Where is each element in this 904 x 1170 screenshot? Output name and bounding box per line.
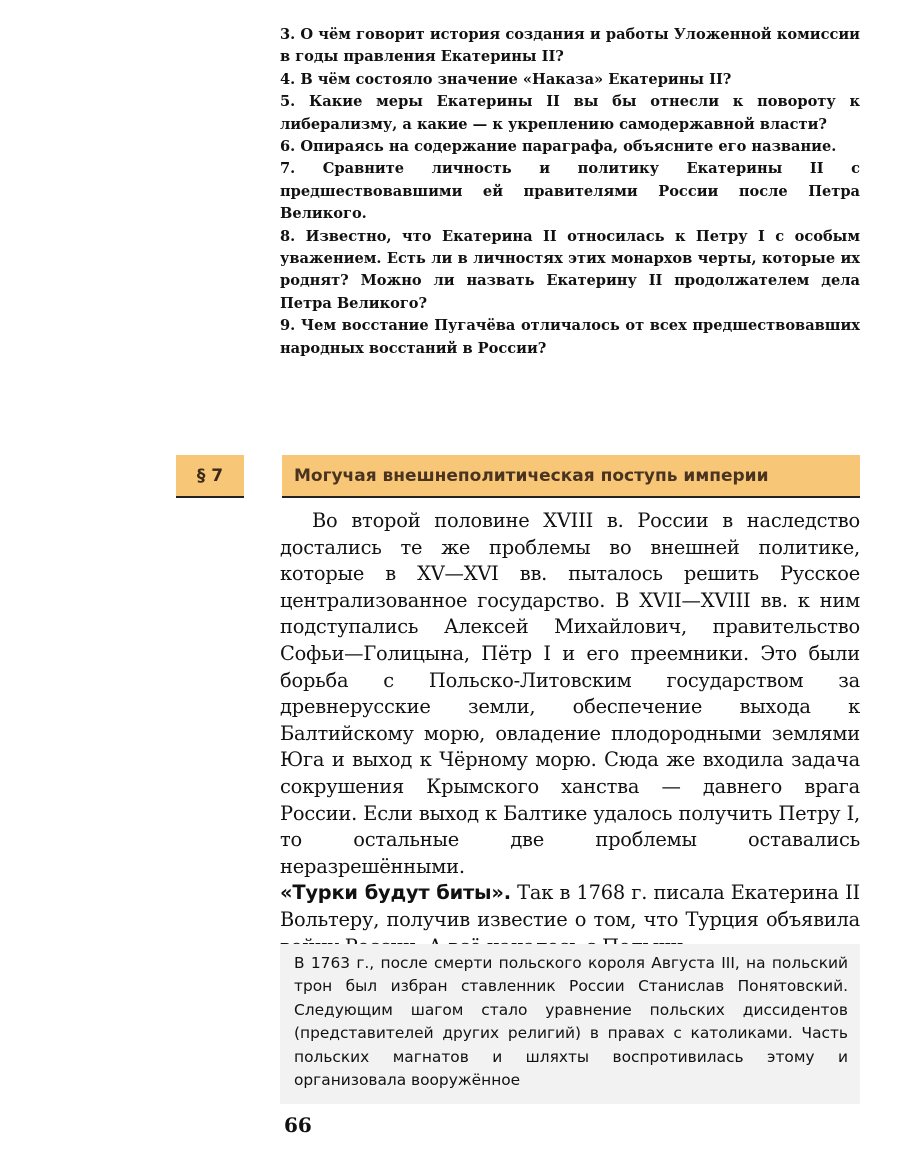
historical-note-text: В 1763 г., после смерти польского короля Августа III, на польский трон был избран ставленник России Станислав Понятовский. Следующим шагом стало уравнение польских диссидентов (представителей других религий) в правах с католиками. Часть польских магнатов и шляхты воспротивилась этому и организовала вооружённое (294, 954, 848, 1090)
main-text (280, 508, 860, 960)
question-8: 8. Известно, что Екатерина II относилась к Петру I с особым уважением. Есть ли в личностях этих монархов черты, которые их роднят? Можно ли назвать Екатерину II продолжателем дела Петра Великого? (280, 227, 860, 312)
question-7: 7. Сравните личность и политику Екатерины II с предшествовавшими ей правителями России после Петра Великого. (280, 160, 860, 223)
question-4: 4. В чём состояло значение «Наказа» Екатерины II? (280, 70, 732, 88)
review-questions (280, 24, 860, 360)
page-number: 66 (284, 1113, 312, 1137)
section-divider-short (176, 496, 244, 498)
historical-note-box (280, 944, 860, 1104)
section-title (282, 455, 860, 496)
section-title-text: Могучая внешнеполитическая поступь империи (294, 465, 769, 486)
question-5: 5. Какие меры Екатерины II вы бы отнесли к повороту к либерализму, а какие — к укреплению самодержавной власти? (280, 93, 860, 133)
question-3: 3. О чём говорит история создания и работы Уложенной комиссии в годы правления Екатерины II? (280, 26, 860, 66)
question-6: 6. Опираясь на содержание параграфа, объясните его название. (280, 138, 837, 156)
section-divider-long (282, 496, 860, 498)
paragraph-lead-heading: «Турки будут биты». (280, 881, 511, 905)
section-number-badge: § 7 (176, 455, 244, 496)
paragraph-turks-text: Так в 1768 г. писала Екатерина II Вольтеру, получив известие о том, что Турция объявила (280, 881, 860, 931)
question-9: 9. Чем восстание Пугачёва отличалось от всех предшествовавших народных восстаний в России? (280, 317, 860, 357)
paragraph-intro: Во второй половине XVIII в. России в наследство достались те же проблемы во внешней политике, которые в XV—XVI вв. пыталось решить Русское централизованное государство. В XVII—XVIII вв. к ним подступались Алексей Михайлович, правительство Софьи—Голицына, Пётр I и его преемники. Это были борьба с Польско-Литовским государством за древнерусские земли, обеспечение выхода к Балтийскому морю, овладение плодородными землями Юга и выход к Чёрному морю. Сюда же входила задача сокрушения Крымского ханства — давнего врага России. Если выход к Балтике удалось получить Петру I, то остальные две проблемы оставались неразрешёнными. (280, 509, 860, 878)
